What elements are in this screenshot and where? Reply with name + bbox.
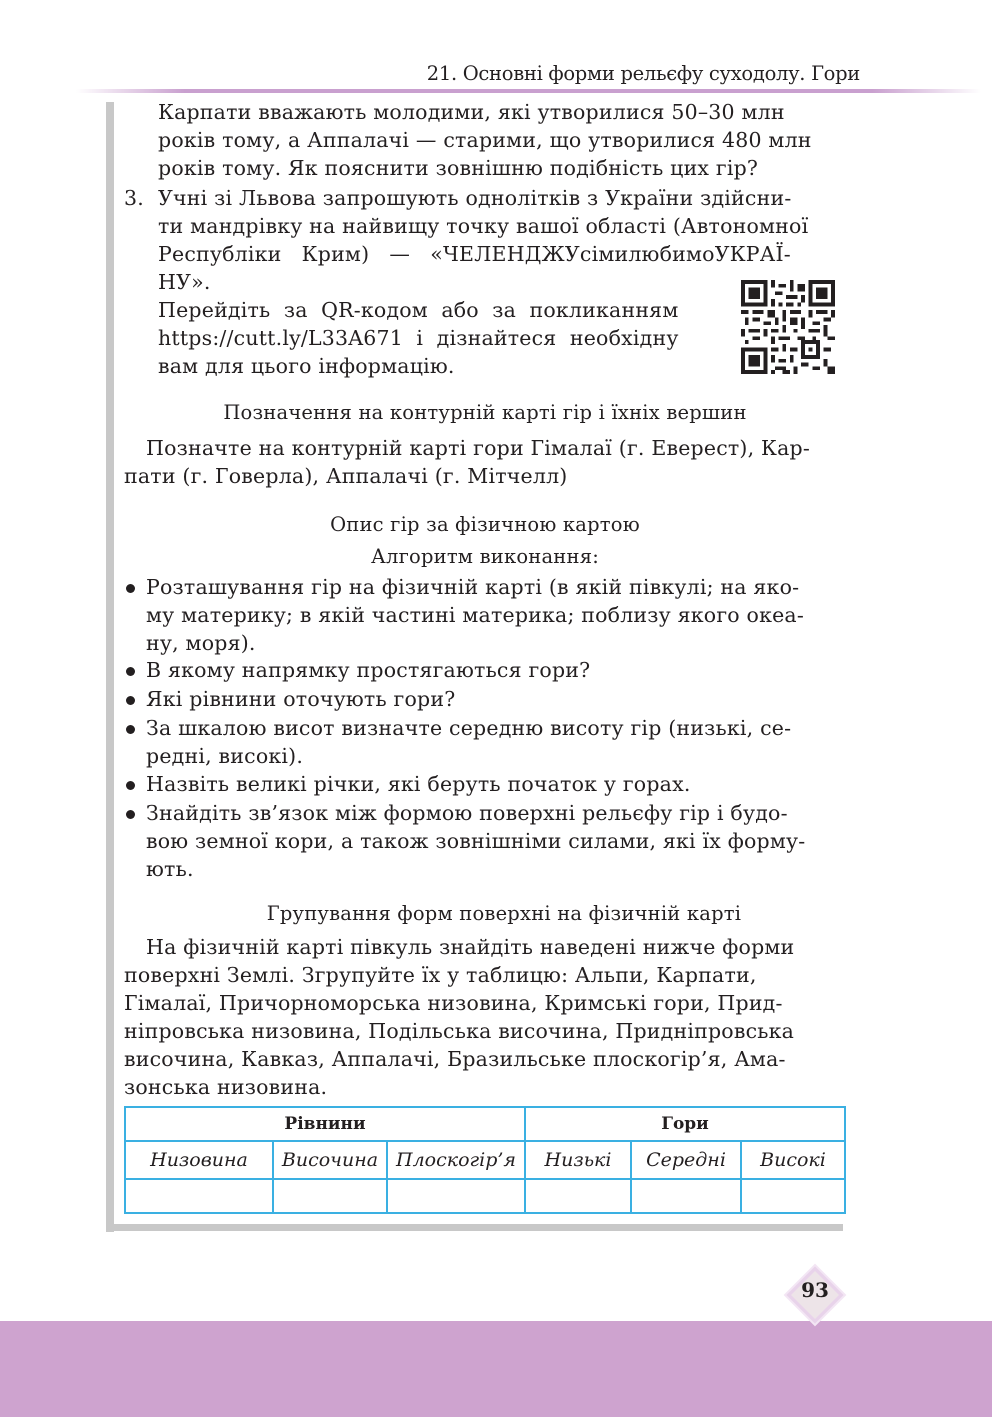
task-line: вам для цього інформацію. <box>158 354 455 378</box>
task-line: ти мандрівку на найвищу точку вашої області (Автономної <box>158 214 809 238</box>
bullet-dot <box>126 781 135 790</box>
section-line: зонська низовина. <box>124 1075 328 1099</box>
intro-line <box>158 100 844 124</box>
section-line: поверхні Землі. Згрупуйте їх у таблицю: Альпи, Карпати, <box>124 963 757 987</box>
section-line: Гімалаї, Причорноморська низовина, Кримські гори, Прид- <box>124 991 783 1015</box>
left-margin-bar <box>106 102 114 1232</box>
task-line: Учні зі Львова запрошують однолітків з України здійсни- <box>158 186 792 210</box>
table-column-header: Низовина <box>125 1141 273 1179</box>
section-line: На фізичній карті півкуль знайдіть наведені нижче форми <box>146 935 795 959</box>
task-line: НУ». <box>158 270 211 294</box>
bullet-dot <box>126 584 135 593</box>
table-column-header: Плоскогір’я <box>387 1141 525 1179</box>
task-line: Перейдіть за QR-кодом або за покликанням <box>158 298 679 322</box>
table-column-header: Середні <box>631 1141 741 1179</box>
table-empty-cell[interactable] <box>525 1179 631 1213</box>
bullet-line: Назвіть великі річки, які беруть початок у горах. <box>146 772 691 796</box>
bullet-line: Які рівнини оточують гори? <box>146 687 456 711</box>
intro-line: років тому. Як пояснити зовнішню подібність цих гір? <box>158 156 759 180</box>
bottom-margin-bar <box>106 1224 843 1231</box>
section-title: Опис гір за фізичною картою <box>330 513 640 536</box>
page-number: 93 <box>801 1278 829 1302</box>
section-line: височина, Кавказ, Аппалачі, Бразильське плоскогір’я, Ама- <box>124 1047 786 1071</box>
section-title: Позначення на контурній карті гір і їхніх вершин <box>223 401 747 424</box>
table-column-header: Високі <box>741 1141 845 1179</box>
bullet-dot <box>126 667 135 676</box>
table-empty-cell[interactable] <box>387 1179 525 1213</box>
intro-line: років тому, а Аппалачі — старими, що утворилися 480 млн <box>158 128 812 152</box>
table-column-header: Низькі <box>525 1141 631 1179</box>
section-title: Групування форм поверхні на фізичній карті <box>266 902 742 925</box>
intro-text: Карпати вважають молодими, які утворилися 50–30 млн <box>158 100 785 124</box>
bullet-line: За шкалою висот визначте середню висоту гір (низькі, се- <box>146 716 792 740</box>
bullet-line: вою земної кори, а також зовнішніми силами, які їх форму- <box>146 829 806 853</box>
bullet-line: редні, високі). <box>146 744 304 768</box>
bullet-line: Розташування гір на фізичній карті (в якій півкулі; на яко- <box>146 575 800 599</box>
table-empty-cell[interactable] <box>125 1179 273 1213</box>
qr-code-icon[interactable] <box>741 280 835 374</box>
header-rule <box>76 89 981 93</box>
bullet-line: В якому напрямку простягаються гори? <box>146 658 591 682</box>
section-line: пати (г. Говерла), Аппалачі (г. Мітчелл) <box>124 464 568 488</box>
bullet-dot <box>126 725 135 734</box>
bullet-line: Знайдіть зв’язок між формою поверхні рельєфу гір і будо- <box>146 801 788 825</box>
table-empty-cell[interactable] <box>741 1179 845 1213</box>
footer-band <box>0 1321 992 1417</box>
table-empty-cell[interactable] <box>273 1179 387 1213</box>
running-header: 21. Основні форми рельєфу суходолу. Гори <box>426 62 860 85</box>
table-group-header: Рівнини <box>125 1107 525 1141</box>
bullet-line: ну, моря). <box>146 631 256 655</box>
section-line: Позначте на контурній карті гори Гімалаї (г. Еверест), Кар- <box>146 436 810 460</box>
task-number: 3. <box>124 186 144 210</box>
bullet-dot <box>126 810 135 819</box>
table-empty-cell[interactable] <box>631 1179 741 1213</box>
section-subtitle: Алгоритм виконання: <box>371 545 599 568</box>
bullet-line: ють. <box>146 857 194 881</box>
bullet-line: му материку; в якій частині материка; поблизу якого океа- <box>146 603 804 627</box>
task-line: Республіки Крим) — «ЧЕЛЕНДЖУсімилюбимоУКРАЇ- <box>158 242 791 266</box>
section-line: ніпровська низовина, Подільська височина, Придніпровська <box>124 1019 795 1043</box>
grouping-table <box>124 1106 846 1214</box>
task-link-line[interactable]: https://cutt.ly/L33A671 і дізнайтеся необхідну <box>158 326 679 350</box>
bullet-dot <box>126 696 135 705</box>
table-column-header: Височина <box>273 1141 387 1179</box>
table-group-header: Гори <box>525 1107 845 1141</box>
